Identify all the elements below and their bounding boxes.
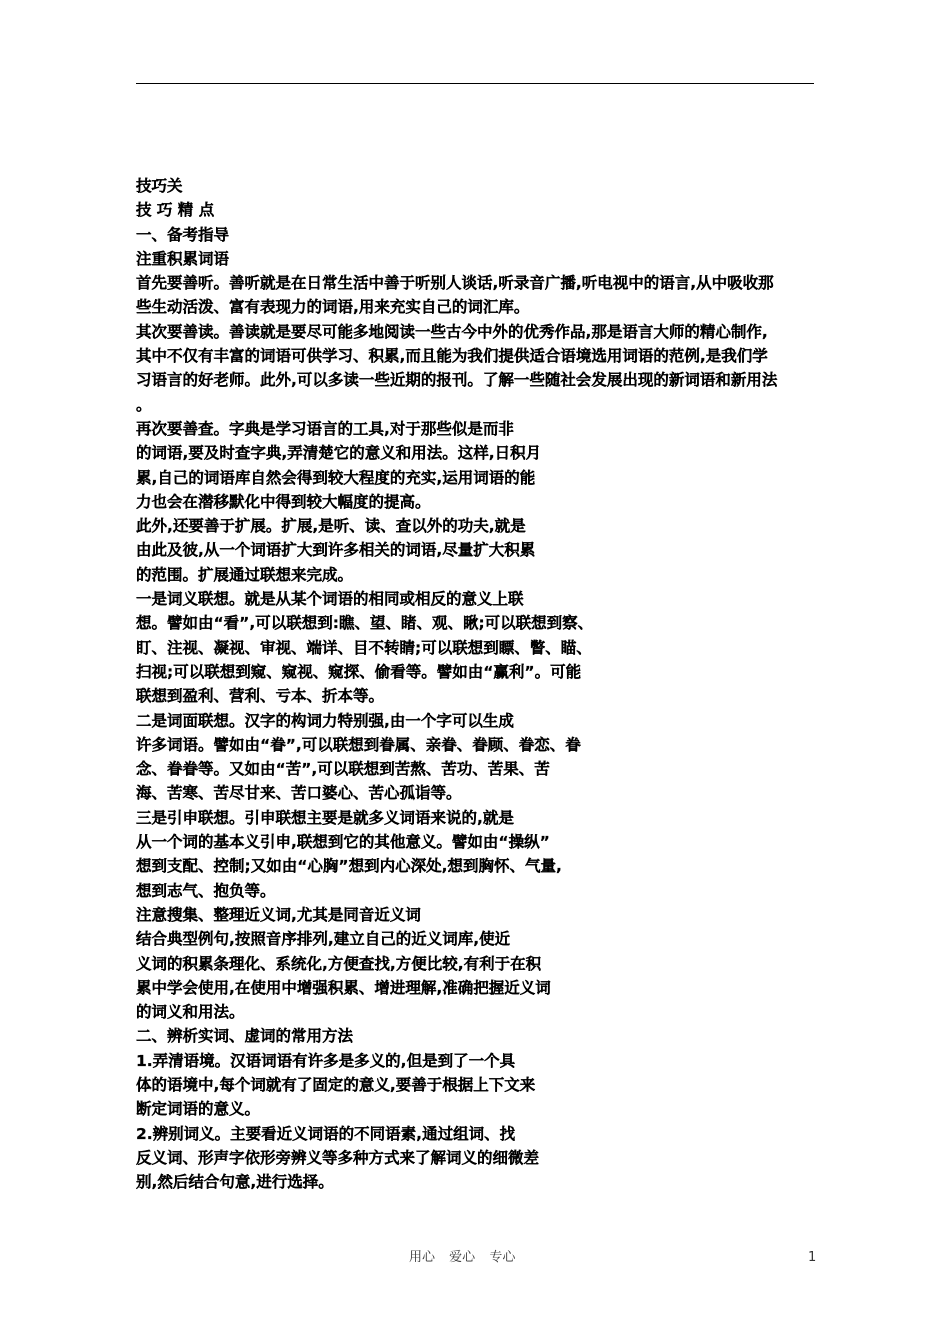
text-line: 想到支配、控制;又如由“心胸”想到内心深处,想到胸怀、气量, [136,857,562,876]
text-line: 的范围。扩展通过联想来完成。 [136,565,354,584]
doc-title: 技巧关 [136,177,183,195]
text-line: 三是引申联想。引申联想主要是就多义词语来说的,就是 [136,808,514,827]
text-line: 累中学会使用,在使用中增强积累、增进理解,准确把握近义词 [136,978,551,997]
text-line: 二是词面联想。汉字的构词力特别强,由一个字可以生成 [136,711,514,730]
text-line: 许多词语。譬如由“眷”,可以联想到眷属、亲眷、眷顾、眷恋、眷 [136,735,581,754]
text-line: 从一个词的基本义引申,联想到它的其他意义。譬如由“操纵” [136,833,550,852]
text-line: 联想到盈利、营利、亏本、折本等。 [136,687,385,706]
text-line: 首先要善听。善听就是在日常生活中善于听别人谈话,听录音广播,听电视中的语言,从中吸收那 [136,274,774,293]
footer-slogan-1: 用心 [409,1250,436,1265]
text-line: 力也会在潜移默化中得到较大幅度的提高。 [136,492,431,511]
header-rule [136,83,814,84]
text-line: 的词语,要及时查字典,弄清楚它的意义和用法。这样,日积月 [136,444,542,463]
page-number: 1 [808,1250,817,1265]
text-line: 想到志气、抱负等。 [136,881,276,900]
section-heading: 一、备考指导 [136,225,230,244]
text-line: 义词的积累条理化、系统化,方便查找,方便比较,有利于在积 [136,954,542,973]
doc-subtitle: 技 巧 精 点 [136,201,215,220]
footer-slogan [409,1248,525,1268]
text-line: 累,自己的词语库自然会得到较大程度的充实,运用词语的能 [136,468,536,487]
text-line: 。 [136,395,152,414]
text-line: 其次要善读。善读就是要尽可能多地阅读一些古今中外的优秀作品,那是语言大师的精心制作, [136,322,768,341]
text-line: 念、眷眷等。又如由“苦”,可以联想到苦熬、苦功、苦果、苦 [136,760,550,779]
text-line: 习语言的好老师。此外,可以多读一些近期的报刊。了解一些随社会发展出现的新词语和新用法 [136,371,778,390]
text-line: 2.辨别词义。主要看近义词语的不同语素,通过组词、找 [136,1124,516,1143]
text-line: 想。譬如由“看”,可以联想到:瞧、望、睹、观、瞅;可以联想到察、 [136,614,594,633]
text-line: 一是词义联想。就是从某个词语的相同或相反的意义上联 [136,590,524,609]
footer-slogan-3: 专心 [489,1250,516,1265]
text-line: 1.弄清语境。汉语词语有许多是多义的,但是到了一个具 [136,1051,516,1070]
text-line: 反义词、形声字依形旁辨义等多种方式来了解词义的细微差 [136,1148,540,1167]
text-line: 再次要善查。字典是学习语言的工具,对于那些似是而非 [136,419,514,438]
document-body [136,174,816,1194]
text-line: 由此及彼,从一个词语扩大到许多相关的词语,尽量扩大积累 [136,541,536,560]
page-footer [0,1248,950,1268]
text-line: 些生动活泼、富有表现力的词语,用来充实自己的词汇库。 [136,298,530,317]
text-line: 断定词语的意义。 [136,1100,261,1119]
text-line: 盯、注视、凝视、审视、端详、目不转睛;可以联想到瞟、瞥、瞄、 [136,638,592,657]
text-line: 的词义和用法。 [136,1003,245,1022]
text-line: 结合典型例句,按照音序排列,建立自己的近义词库,使近 [136,930,511,949]
subsection-heading: 注重积累词语 [136,249,230,268]
text-line: 海、苦寒、苦尽甘来、苦口婆心、苦心孤诣等。 [136,784,462,803]
text-line: 别,然后结合句意,进行选择。 [136,1173,334,1192]
subsection-heading: 注意搜集、整理近义词,尤其是同音近义词 [136,905,421,924]
text-line: 此外,还要善于扩展。扩展,是听、读、查以外的功夫,就是 [136,517,526,536]
section-heading: 二、辨析实词、虚词的常用方法 [136,1027,354,1046]
text-line: 其中不仅有丰富的词语可供学习、积累,而且能为我们提供适合语境选用词语的范例,是我们学 [136,347,768,366]
footer-slogan-2: 爱心 [449,1250,476,1265]
text-line: 扫视;可以联想到窥、窥视、窥探、偷看等。譬如由“赢利”。可能 [136,662,582,681]
text-line: 体的语境中,每个词就有了固定的意义,要善于根据上下文来 [136,1075,536,1094]
